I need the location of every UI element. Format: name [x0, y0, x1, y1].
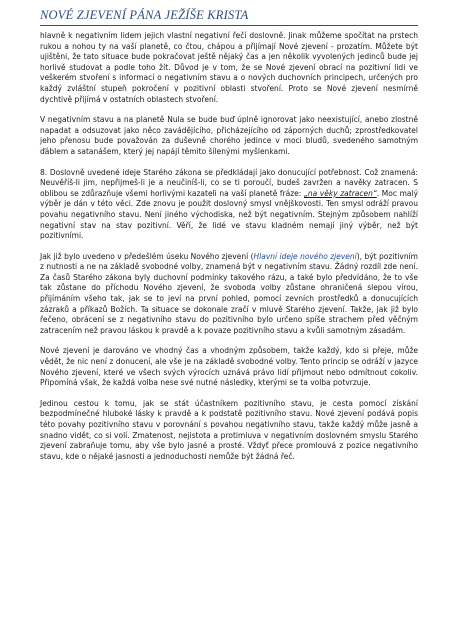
running-header: NOVÉ ZJEVENÍ PÁNA JEŽÍŠE KRISTA: [40, 8, 418, 26]
paragraph-6: Jedinou cestou k tomu, jak se stát účastníkem pozitivního stavu, je cesta pomocí získání bezpodmínečné hluboké lásky k pravdě a k podstatě pozitivního stavu. Nové zjevení podává popis této povahy pozitivního stavu v porovnání s povahou negativního stavu, takže každý může jasně a snadno vidět, co si volí. Zmatenost, nejistota a protimluva v negativním doslovném smyslu Starého zjevení zabraňuje tomu, aby vše bylo jasné a prosté. Vždyť přece promlouvá z pozice negativního stavu, kde o nějaké jasnosti a jednoduchosti nemůže být žádná řeč.: [40, 398, 418, 461]
paragraph-3-text-b: . Moc malý výběr je dán v této věci. Zde znovu je použit doslovný smysl vnějškovosti. Ten smysl odráží pravou povahu negativního stavu. Není jiného východiska, než být negativním. Stejným způsobem nahlíží negativní stav na stav pozitivní. Věří, že lidé ve stavu kladném nemají jiný výběr, než být pozitivními.: [40, 188, 418, 241]
paragraph-4-text-a: Jak již bylo uvedeno v předešlém úseku Nového zjevení (: [40, 251, 254, 261]
paragraph-3-text-a: 8. Doslovně uvedené ideje Starého zákona se předkládají jako donucující potřebnost. Což znamená: Neuvěříš-li jim, nepřijmeš-li je a neučiníš-li, co se ti poroučí, budeš zavržen a navěky zatracen. S oblibou se zdůrazňuje všemi horlivými kazateli na vaší planetě fráze:: [40, 167, 418, 198]
paragraph-4: [40, 252, 418, 337]
paragraph-5: Nové zjevení je darováno ve vhodný čas a vhodným způsobem, takže každý, kdo si přeje, může vědět, že nic není z donucení, ale vše je na základě svobodné volby. Tento princip se odráží v jazyce Nového zjevení, které ve všech svých výrocích uznává právo lidí přijmout nebo odmítnout cokoliv. Připomíná však, že každá volba nese své nutné následky, kterými se ta volba potvrzuje.: [40, 346, 418, 388]
section-reference: Hlavní ideje nového zjevení: [253, 251, 357, 261]
quoted-phrase: „na věky zatracen“: [303, 188, 377, 198]
paragraph-2: V negativním stavu a na planetě Nula se bude buď úplně ignorovat jako neexistující, anebo zlostně napadat a odsuzovat jako něco zavádějícího, přicházejícího od záporných duchů; zprostředkovatel jeho přenosu bude považován za duševně chorého jedince v moci bludů, svedeného samotným ďáblem a satanášem, který jej napájí těmito šílenými myšlenkami.: [40, 115, 418, 156]
paragraph-1: hlavně k negativním lidem jejich vlastní negativní řečí doslovně. Jinak můžeme spočítat na prstech rukou a nohou ty na vaší planetě, co čtou, chápou a přijímají Nové zjevení - prozatím. Můžete být ujištěni, že tato situace bude pokračovat ještě nějaký čas a jen několik vyvolených jedinců bude jej horlivě studovat a podle toho žít. Důvod je v tom, že se Nové zjevení obrací na pozitivní lidi ve veškerém stvoření s informací o negativním stavu a o nových duchovních principech, určených pro každý zvláštní stupeň pokročení v pozitivní oblasti stvoření. Proto se Nové zjevení nesmírně dychtivě přijímá v ostatních oblastech stvoření.: [40, 31, 418, 104]
paragraph-4-text-b: ), být pozitivním z nutnosti a ne na základě svobodné volby, znamená být v negativním stavu. Žádný rozdíl zde není. Za časů Starého zákona byly duchovní podmínky takového rázu, a také bylo předvídáno, že to vše tak zůstane do příchodu Nového zjevení, že svoboda volby zůstane ohraničená slepou vírou, přijímáním všeho tak, jak se to jeví na první pohled, pomocí zevních prostředků a donucujících zázraků a příkazů Božích. Ta situace se dokonale zračí v mluvě Starého zjevení. Takže, jak již bylo řečeno, obrácení se z negativního stavu do pozitivního bylo určeno spíše strachem před věčným zatracením než pravou láskou k pravdě a k povaze pozitivního stavu a kvůli samotným zásadám.: [40, 251, 418, 335]
paragraph-3: [40, 168, 418, 242]
